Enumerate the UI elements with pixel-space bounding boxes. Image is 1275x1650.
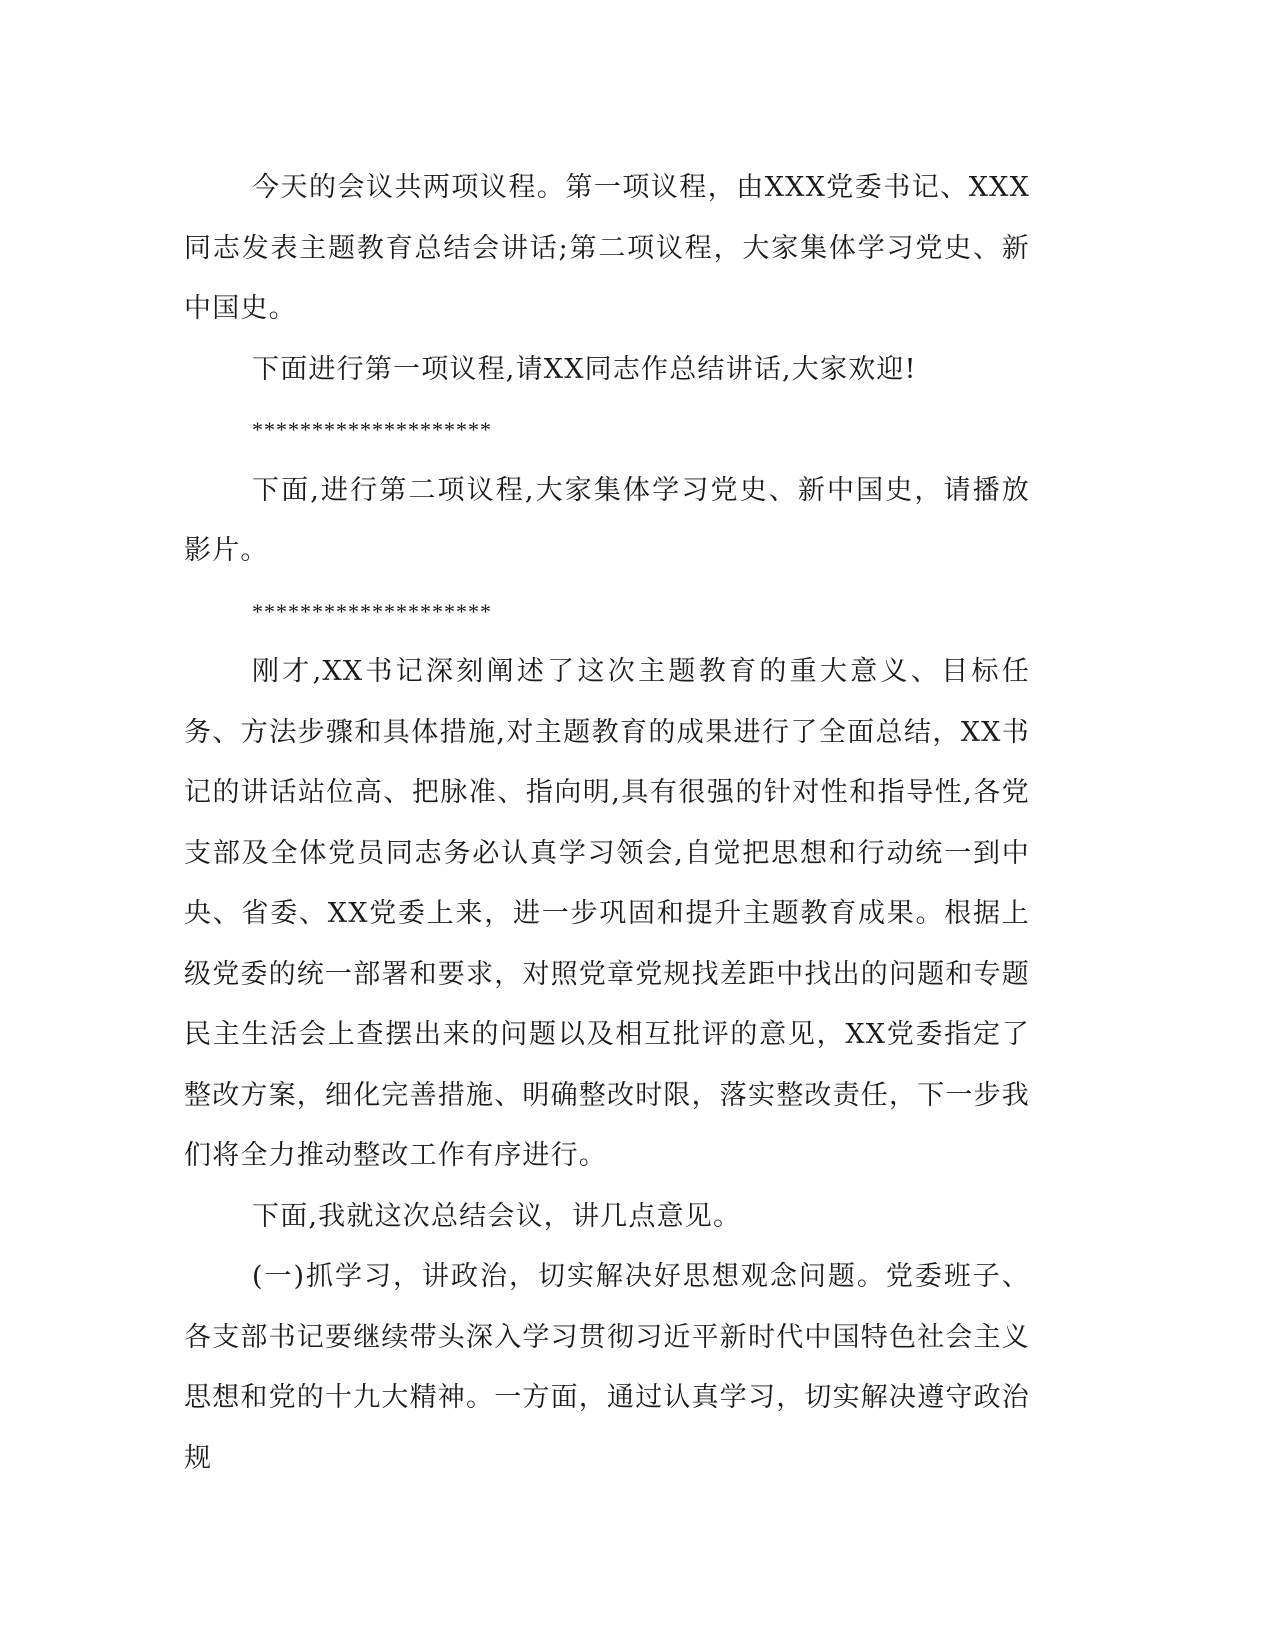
- separator-stars-1: ********************: [252, 417, 492, 442]
- paragraph-opinions-intro: 下面,我就这次总结会议，讲几点意见。: [252, 1200, 742, 1232]
- paragraph-summary: 刚才,XX书记深刻阐述了这次主题教育的重大意义、目标任务、方法步骤和具体措施,对主题教育的成果进行了全面总结，XX书记的讲话站位高、把脉准、指向明,具有很强的针对性和指导性,各党支部及全体党员同志务必认真学习领会,自觉把思想和行动统一到中央、省委、XX党委上来，进一步巩固和提升主题教育成果。根据上级党委的统一部署和要求，对照党章党规找差距中找出的问题和专题民主生活会上查摆出来的问题以及相互批评的意见，XX党委指定了整改方案，细化完善措施、明确整改时限，落实整改责任，下一步我们将全力推动整改工作有序进行。: [184, 656, 1030, 1171]
- document-body: [184, 158, 1030, 1489]
- paragraph-agenda-intro: 今天的会议共两项议程。第一项议程，由XXX党委书记、XXX同志发表主题教育总结会讲话;第二项议程，大家集体学习党史、新中国史。: [184, 172, 1030, 324]
- paragraph-second-agenda: 下面,进行第二项议程,大家集体学习党史、新中国史，请播放影片。: [184, 474, 1030, 566]
- paragraph-first-agenda: 下面进行第一项议程,请XX同志作总结讲话,大家欢迎!: [252, 353, 917, 385]
- paragraph-point-one: (一)抓学习，讲政治，切实解决好思想观念问题。党委班子、各支部书记要继续带头深入学习贯彻习近平新时代中国特色社会主义思想和党的十九大精神。一方面，通过认真学习，切实解决遵守政治规: [184, 1261, 1030, 1474]
- separator-stars-2: ********************: [252, 598, 492, 624]
